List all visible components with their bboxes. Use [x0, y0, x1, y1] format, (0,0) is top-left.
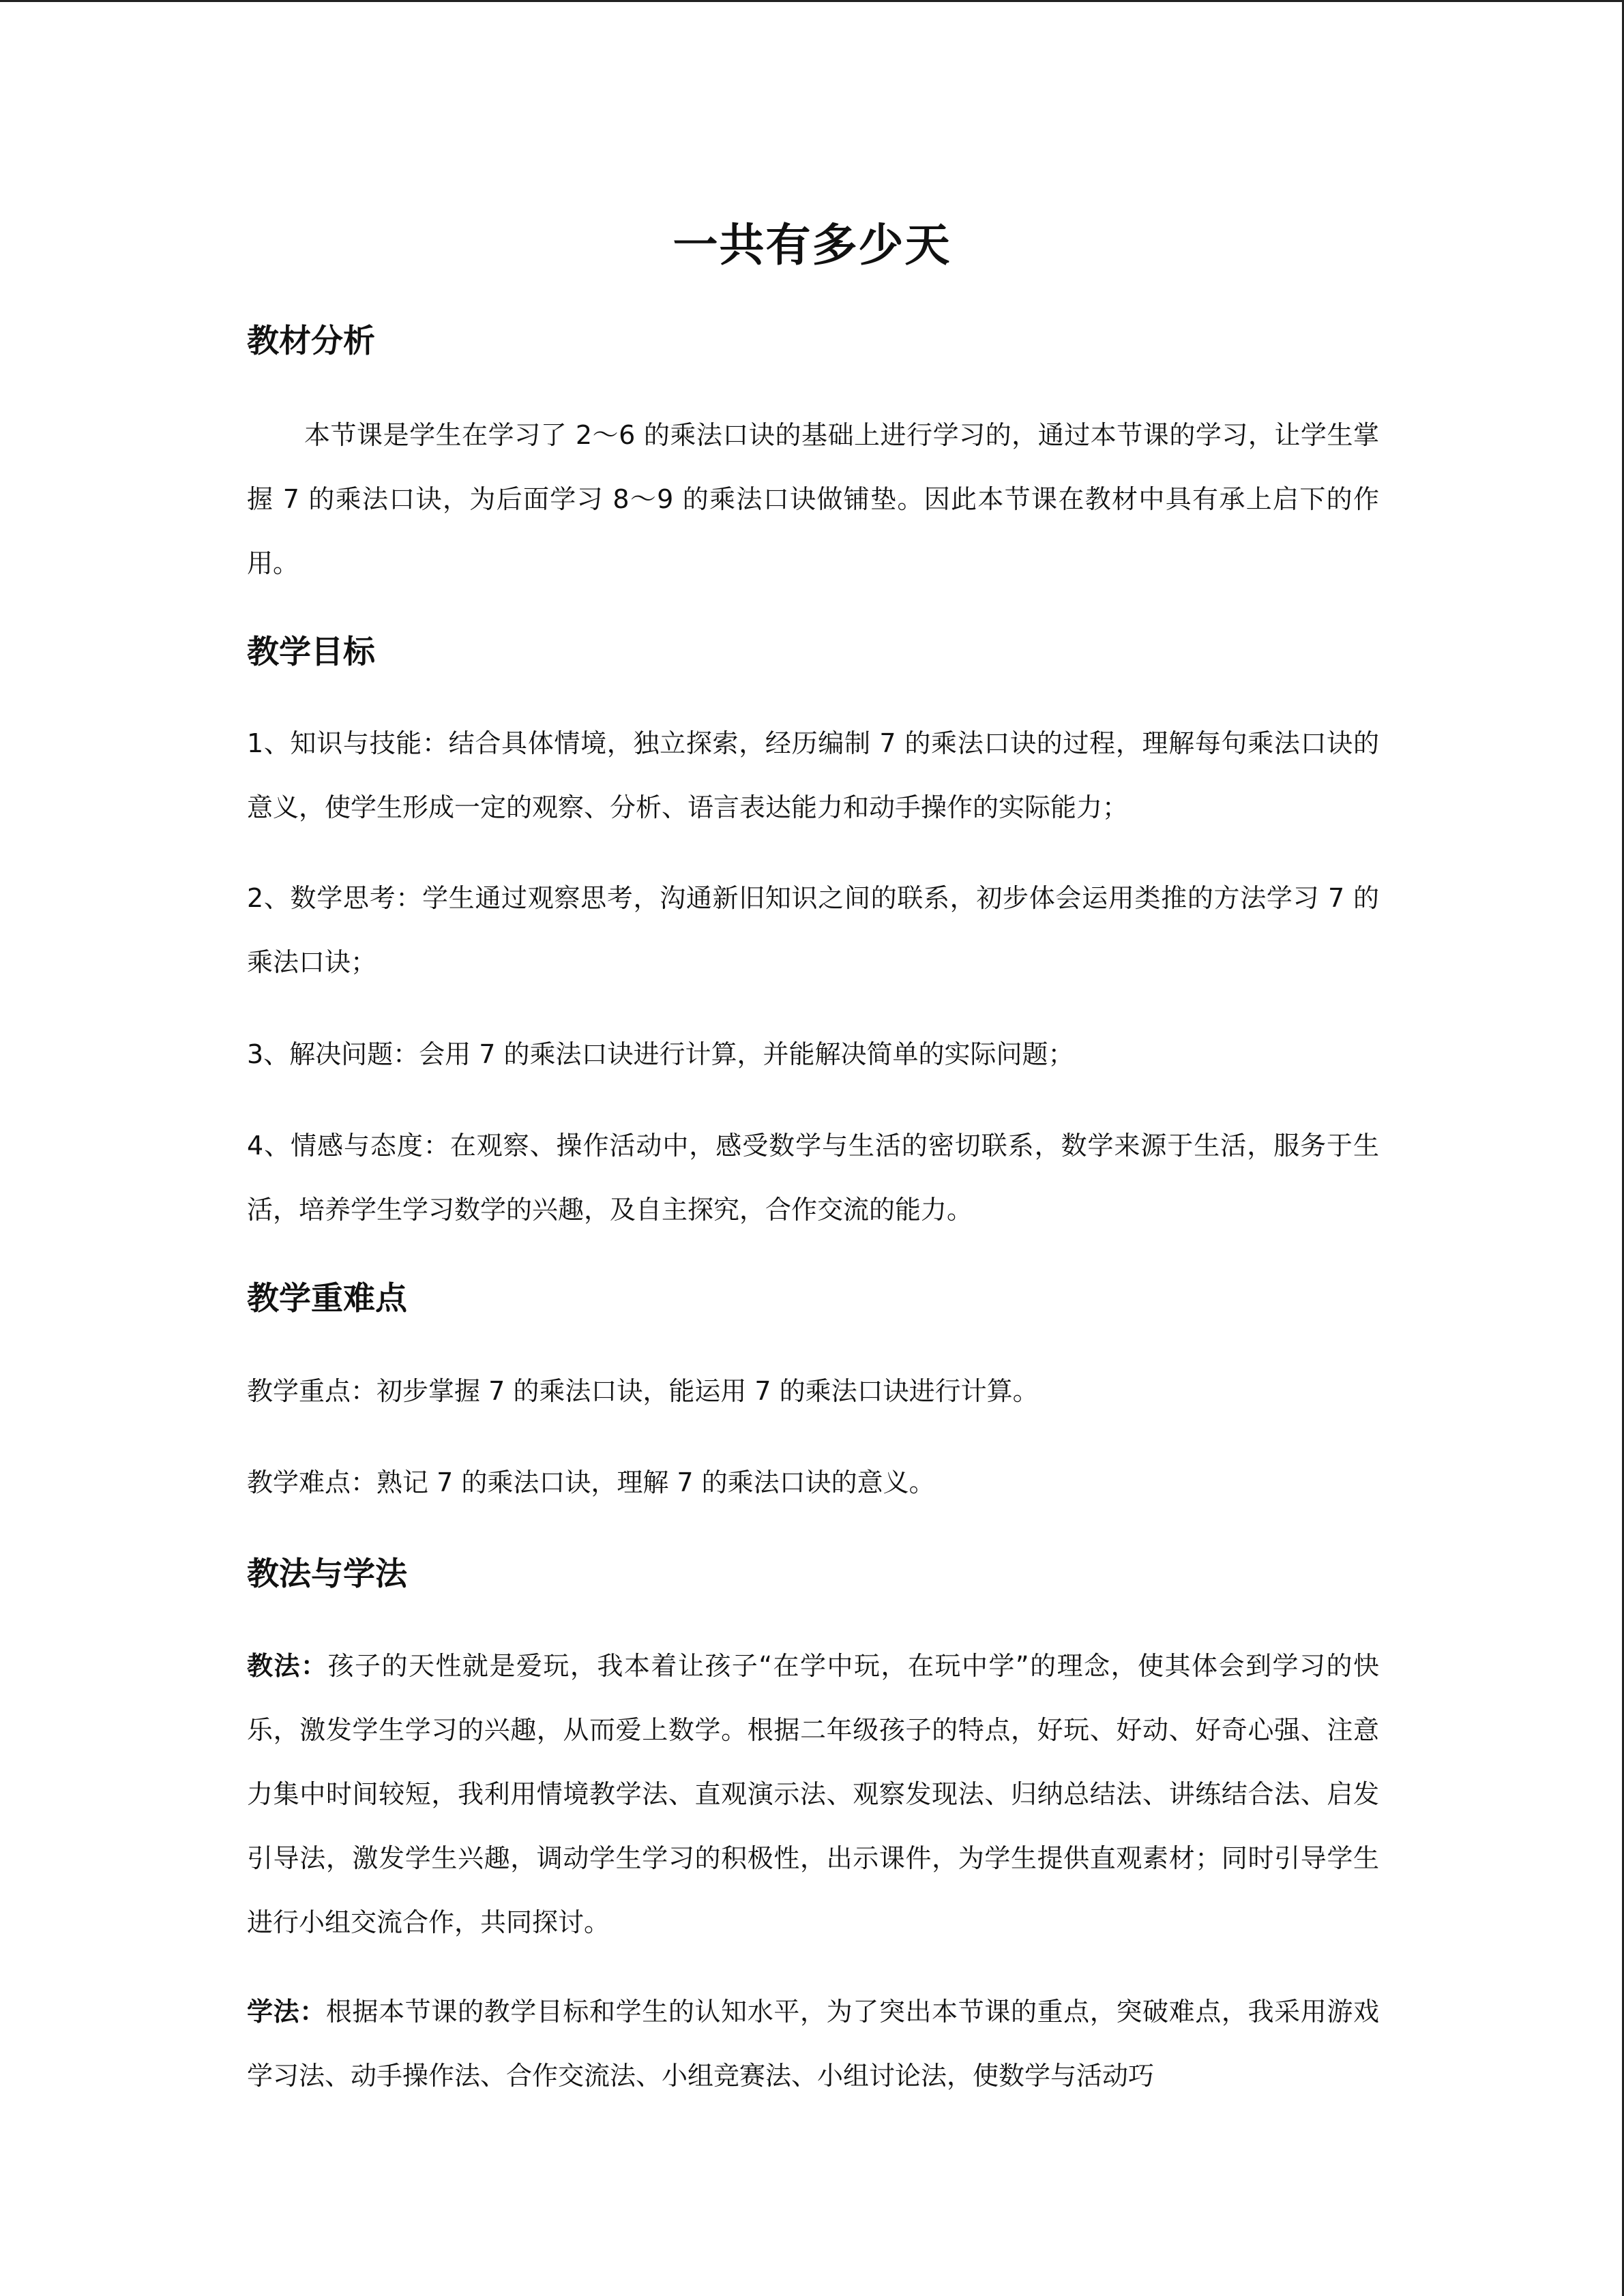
- objective-item-1: 1、知识与技能：结合具体情境，独立探索，经历编制 7 的乘法口诀的过程，理解每句乘法口诀的意义，使学生形成一定的观察、分析、语言表达能力和动手操作的实际能力；: [247, 728, 1379, 822]
- heading-methods: 教法与学法: [247, 1555, 407, 1593]
- heading-textbook-analysis: 教材分析: [247, 323, 375, 360]
- document-title: 一共有多少天: [673, 219, 951, 271]
- textbook-analysis-paragraph: 本节课是学生在学习了 2～6 的乘法口诀的基础上进行学习的，通过本节课的学习，让学生掌握 7 的乘法口诀，为后面学习 8～9 的乘法口诀做铺垫。因此本节课在教材中具有承上启下的作用。: [247, 420, 1379, 578]
- objective-item-2: 2、数学思考：学生通过观察思考，沟通新旧知识之间的联系，初步体会运用类推的方法学习 7 的乘法口诀；: [247, 883, 1379, 977]
- learning-method-text: 根据本节课的教学目标和学生的认知水平，为了突出本节课的重点，突破难点，我采用游戏学习法、动手操作法、合作交流法、小组竞赛法、小组讨论法，使数学与活动巧: [247, 1997, 1379, 2091]
- heading-teaching-objectives: 教学目标: [247, 633, 375, 671]
- difficult-point-text: 教学难点：熟记 7 的乘法口诀，理解 7 的乘法口诀的意义。: [247, 1467, 935, 1497]
- teaching-method-paragraph: [247, 1634, 1379, 1954]
- teaching-method-text: 孩子的天性就是爱玩，我本着让孩子“在学中玩，在玩中学”的理念，使其体会到学习的快乐，激发学生学习的兴趣，从而爱上数学。根据二年级孩子的特点，好玩、好动、好奇心强、注意力集中时间较短，我利用情境教学法、直观演示法、观察发现法、归纳总结法、讲练结合法、启发引导法，激发学生兴趣，调动学生学习的积极性，出示课件，为学生提供直观素材；同时引导学生进行小组交流合作，共同探讨。: [247, 1651, 1379, 1937]
- learning-method-label: 学法：: [247, 1997, 326, 2027]
- objective-item-3: 3、解决问题：会用 7 的乘法口诀进行计算，并能解决简单的实际问题；: [247, 1039, 1074, 1069]
- objective-item-4: 4、情感与态度：在观察、操作活动中，感受数学与生活的密切联系，数学来源于生活，服务于生活，培养学生学习数学的兴趣，及自主探究，合作交流的能力。: [247, 1131, 1379, 1225]
- teaching-method-label: 教法：: [247, 1651, 328, 1681]
- learning-method-paragraph: [247, 1980, 1379, 2108]
- heading-key-difficult-points: 教学重难点: [247, 1280, 407, 1317]
- key-point-text: 教学重点：初步掌握 7 的乘法口诀，能运用 7 的乘法口诀进行计算。: [247, 1376, 1039, 1406]
